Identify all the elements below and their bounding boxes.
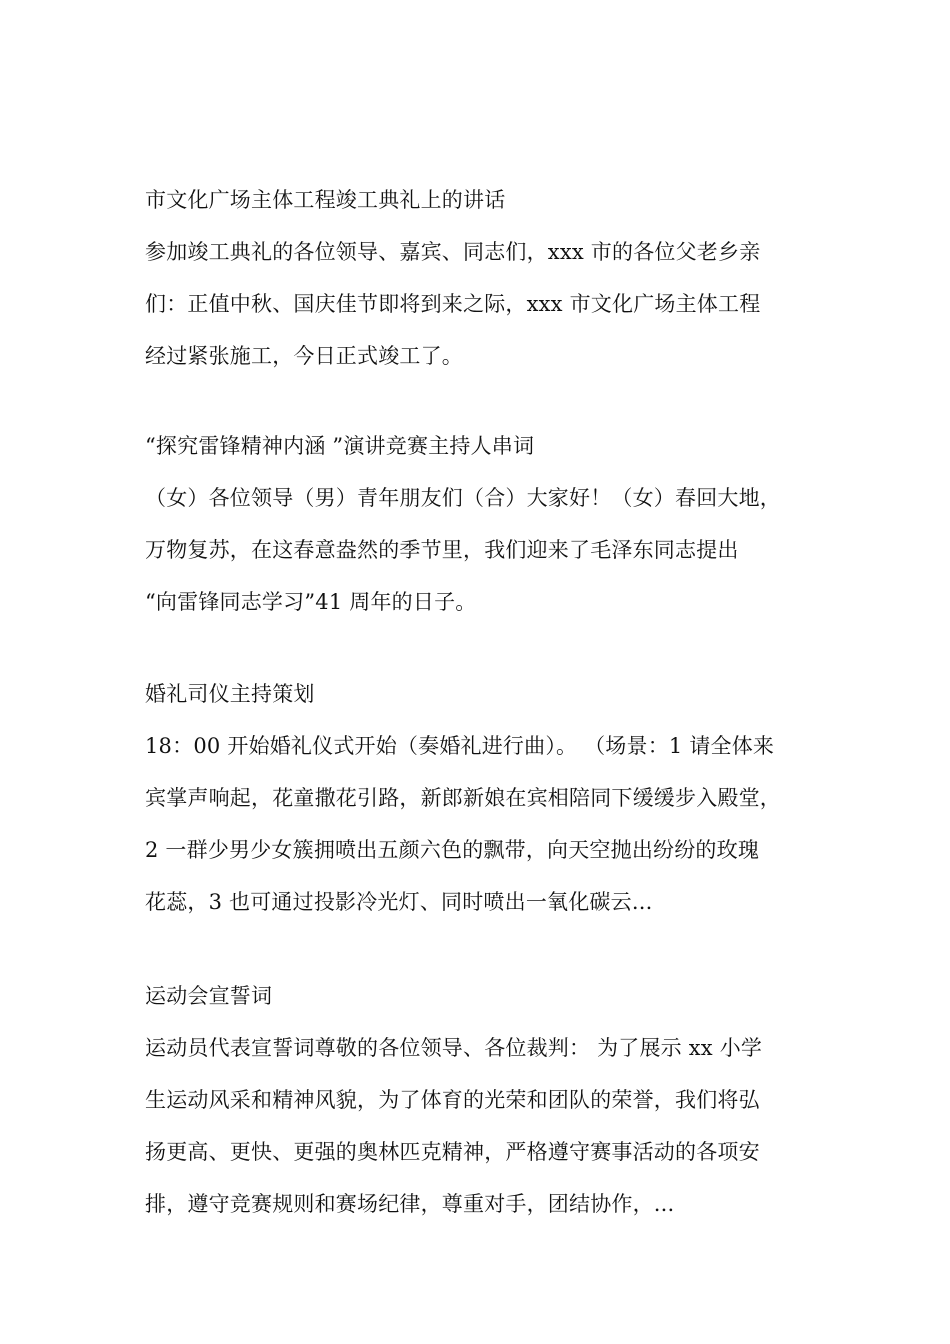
body-line: 2 一群少男少女簇拥喷出五颜六色的飘带，向天空抛出纷纷的玫瑰 (145, 838, 760, 862)
body-line: 宾掌声响起，花童撒花引路，新郎新娘在宾相陪同下缓缓步入殿堂， (145, 786, 781, 810)
section-title: 婚礼司仪主持策划 (145, 682, 315, 706)
body-line: 18：00 开始婚礼仪式开始（奏婚礼进行曲）。 （场景：1 请全体来 (145, 734, 775, 758)
body-line: 参加竣工典礼的各位领导、嘉宾、同志们，xxx 市的各位父老乡亲 (145, 240, 761, 264)
body-line: 万物复苏，在这春意盎然的季节里，我们迎来了毛泽东同志提出 (145, 538, 739, 562)
section-title: “探究雷锋精神内涵 ”演讲竞赛主持人串词 (145, 434, 535, 458)
body-line: （女）各位领导（男）青年朋友们（合）大家好！（女）春回大地， (145, 486, 781, 510)
body-line: 运动员代表宣誓词尊敬的各位领导、各位裁判： 为了展示 xx 小学 (145, 1036, 763, 1060)
body-line: 经过紧张施工，今日正式竣工了。 (145, 344, 463, 368)
body-line: 花蕊，3 也可通过投影冷光灯、同时喷出一氧化碳云... (145, 890, 653, 914)
body-line: 排，遵守竞赛规则和赛场纪律，尊重对手，团结协作，... (145, 1192, 675, 1216)
section-title: 市文化广场主体工程竣工典礼上的讲话 (145, 188, 506, 212)
section-title: 运动会宣誓词 (145, 984, 273, 1008)
section-leifeng-host-script (145, 420, 815, 628)
section-sports-oath (145, 970, 815, 1230)
section-wedding-host-plan (145, 668, 815, 928)
body-line: 扬更高、更快、更强的奥林匹克精神，严格遵守赛事活动的各项安 (145, 1140, 760, 1164)
body-line: “向雷锋同志学习”41 周年的日子。 (145, 590, 477, 614)
body-line: 生运动风采和精神风貌，为了体育的光荣和团队的荣誉，我们将弘 (145, 1088, 760, 1112)
section-completion-speech (145, 174, 815, 382)
body-line: 们：正值中秋、国庆佳节即将到来之际，xxx 市文化广场主体工程 (145, 292, 761, 316)
